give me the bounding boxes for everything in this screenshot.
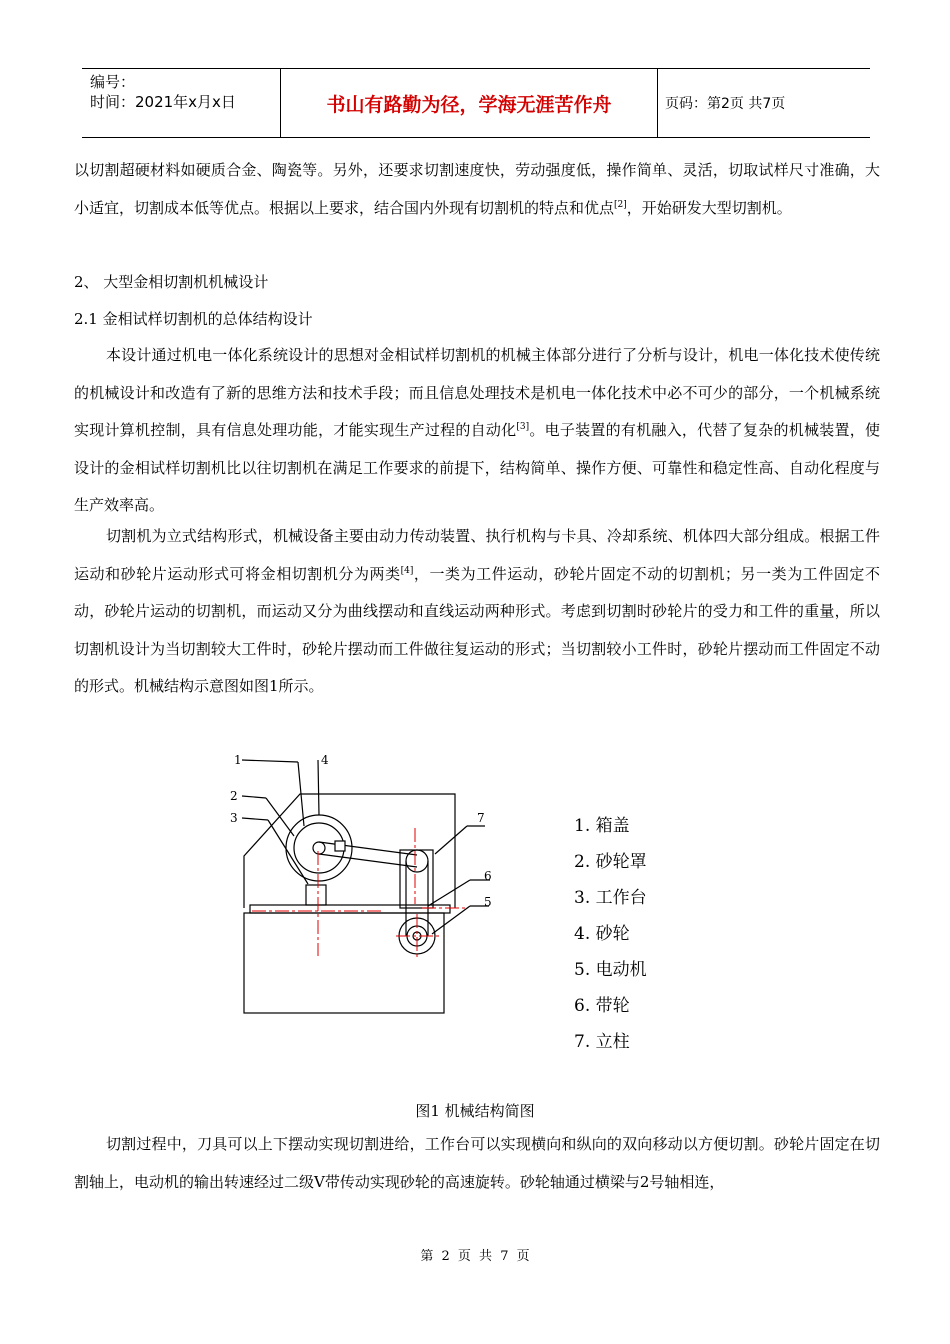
column-pulley (406, 850, 428, 872)
callout-6: 6 (484, 869, 492, 883)
subsection-heading-2-1: 2.1 金相试样切割机的总体结构设计 (74, 310, 313, 328)
paragraph-3: 切割机为立式结构形式，机械设备主要由动力传动装置、执行机构与卡具、冷却系统、机体四大部分组成。根据工件运动和砂轮片运动形式可将金相切割机分为两类[4]，一类为工件运动，砂轮片固定不动的切割机；另一类为工件固定不动，砂轮片运动的切割机，而运动又分为曲线摆动和直线运动两种形式。考虑到切割时砂轮片的受力和工件的重量，所以切割机设计为当切割较大工件时，砂轮片摆动而工件做往复运动的形式；当切割较小工件时，砂轮片摆动而工件固定不动的形式。机械结构示意图如图1所示。 (74, 527, 880, 695)
header-motto: 书山有路勤为径，学海无涯苦作舟 (280, 69, 658, 137)
paragraph-2: 本设计通过机电一体化系统设计的思想对金相试样切割机的机械主体部分进行了分析与设计，机电一体化技术使传统的机械设计和改造有了新的思维方法和技术手段；而且信息处理技术是机电一体化技术中必不可少的部分，一个机械系统实现计算机控制，具有信息处理功能，才能实现生产过程的自动化[3]。电子装置的有机融入，代替了复杂的机械装置，使设计的金相试样切割机比以往切割机在满足工作要求的前提下，结构简单、操作方便、可靠性和稳定性高、自动化程度与生产效率高。 (74, 346, 880, 514)
worktable (250, 905, 450, 913)
legend-item: 1. 箱盖 (574, 816, 630, 836)
number-label: 编号： (90, 73, 136, 91)
figure-caption: 图1 机械结构简图 (415, 1102, 535, 1120)
legend-item: 3. 工作台 (574, 888, 647, 908)
section-heading-2: 2、 大型金相切割机机械设计 (74, 273, 269, 291)
legend-item: 4. 砂轮 (574, 924, 630, 944)
legend-item: 6. 带轮 (574, 996, 630, 1016)
legend-item: 7. 立柱 (574, 1032, 630, 1052)
figure-legend (574, 808, 647, 1060)
paragraph-4: 切割过程中，刀具可以上下摆动实现切割进给，工作台可以实现横向和纵向的双向移动以方便切割。砂轮片固定在切割轴上，电动机的输出转速经过二级V带传动实现砂轮的高速旋转。砂轮轴通过横梁与2号轴相连， (74, 1135, 880, 1191)
page-header (82, 68, 870, 138)
header-page-info: 页码：第2页 共7页 (665, 96, 786, 112)
callout-3: 3 (230, 811, 238, 825)
callout-7: 7 (477, 811, 485, 825)
callout-5: 5 (484, 895, 492, 909)
machine-structure-diagram (222, 746, 512, 1026)
page-footer: 第 2 页 共 7 页 (420, 1249, 530, 1264)
legend-item: 5. 电动机 (574, 960, 647, 980)
wheel-hub (313, 842, 325, 854)
time-label: 时间：2021年x月x日 (90, 93, 236, 111)
citation-3: [3] (516, 422, 530, 432)
callout-2: 2 (230, 789, 238, 803)
header-meta (82, 69, 280, 137)
citation-4: [4] (400, 565, 414, 576)
legend-item: 2. 砂轮罩 (574, 852, 647, 872)
paragraph-1: 以切割超硬材料如硬质合金、陶瓷等。另外，还要求切割速度快，劳动强度低，操作简单、灵活，切取试样尺寸准确，大小适宜，切割成本低等优点。根据以上要求，结合国内外现有切割机的特点和优点[2]，开始研发大型切割机。 (74, 161, 880, 217)
callout-4: 4 (321, 753, 329, 767)
callout-1: 1 (234, 753, 242, 767)
citation-2: [2] (614, 199, 627, 210)
clamp-block (306, 885, 326, 905)
machine-base (244, 913, 444, 1013)
